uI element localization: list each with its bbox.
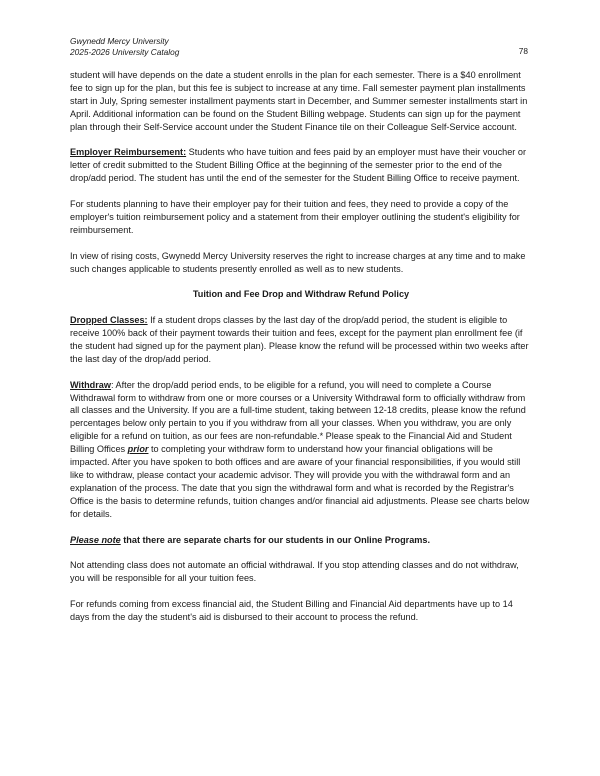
excess-aid-paragraph: For refunds coming from excess financial aid, the Student Billing and Financial Aid departments have up to 14 days from the day the student's aid is disbursed to their account to process the refund.	[70, 599, 513, 622]
employer-pay-paragraph: For students planning to have their employer pay for their tuition and fees, they need to provide a copy of the employer's tuition reimbursement policy and a statement from their employer outlining the student's eligibility for reimbursement.	[70, 199, 520, 235]
online-programs-note	[70, 534, 532, 547]
catalog-title: 2025-2026 University Catalog	[70, 47, 180, 57]
dropped-classes-label: Dropped Classes:	[70, 315, 148, 326]
payment-plan-paragraph: student will have depends on the date a student enrolls in the plan for each semester. There is a $40 enrollment fee to sign up for the plan, but this fee is subject to increase at any time. Fall semester payment plan installments start in July, Spring semester installment payments start in December, and Summer semester installments start in April. Additional information can be found on the Student Billing webpage. Students can sign up for the payment plan through their Self-Service account under the Student Finance tile on their Colleague Self-Service account.	[70, 70, 528, 132]
page-body	[70, 69, 532, 637]
employer-reimbursement-label: Employer Reimbursement:	[70, 147, 187, 158]
rising-costs-paragraph: In view of rising costs, Gwynedd Mercy University reserves the right to increase charges at any time and to make such changes applicable to students presently enrolled as well as to new students.	[70, 250, 526, 274]
employer-reimbursement-text: Students who have tuition and fees paid by an employer must have their voucher or letter of credit submitted to the Student Billing Office at the beginning of the semester prior to the end of the drop/add period. The student has until the end of the semester for the Student Billing Office to receive payment.	[70, 147, 526, 184]
dropped-classes-text: If a student drops classes by the last day of the drop/add period, the student is eligible to receive 100% back of their payment towards their tuition and fees, except for the payment plan enrollment fee (if the student had signed up for the payment plan). Please know the refund will be processed within two weeks after the last day of the drop/add period.	[70, 315, 529, 364]
withdraw-prior-emphasis: prior	[127, 444, 149, 455]
employer-reimbursement-paragraph	[70, 146, 532, 185]
institution-name: Gwynedd Mercy University	[70, 36, 169, 46]
dropped-classes-paragraph	[70, 314, 532, 366]
section-title: Tuition and Fee Drop and Withdraw Refund Policy	[192, 289, 410, 300]
please-note-text: that there are separate charts for our students in our Online Programs.	[120, 534, 431, 545]
withdraw-paragraph	[70, 379, 532, 521]
not-attending-paragraph: Not attending class does not automate an official withdrawal. If you stop attending classes and do not withdraw, you will be responsible for all your tuition fees.	[70, 560, 519, 584]
withdraw-text-part2: to completing your withdraw form to understand how your financial obligations will be impacted. After you have spoken to both offices and are aware of your financial responsibilities, if you would still like to withdraw, please contact your academic advisor. They will provide you with the withdrawal form and an explanation of the process. The date that you sign the withdrawal form and what is recorded by the Registrar's Office is the basis to determine refunds, tuition changes and/or financial aid adjustments. Please see charts below for details.	[70, 444, 530, 519]
running-header	[70, 36, 179, 58]
please-note-label: Please note	[70, 534, 121, 545]
withdraw-text-part1: : After the drop/add period ends, to be eligible for a refund, you will need to complete a Course Withdrawal form to withdraw from one or more courses or a University Withdrawal form to officially withdraw from all classes and the University. If you are a full-time student, taking between 12-18 credits, please know the refund percentages below only pertain to you if you withdraw from all your classes. When you withdraw, you are only eligible for a refund on tuition, as our fees are non-refundable.* Please speak to the Financial Aid and Student Billing Offices	[70, 379, 526, 455]
withdraw-label: Withdraw	[70, 379, 111, 390]
page-number: 78	[518, 46, 528, 56]
